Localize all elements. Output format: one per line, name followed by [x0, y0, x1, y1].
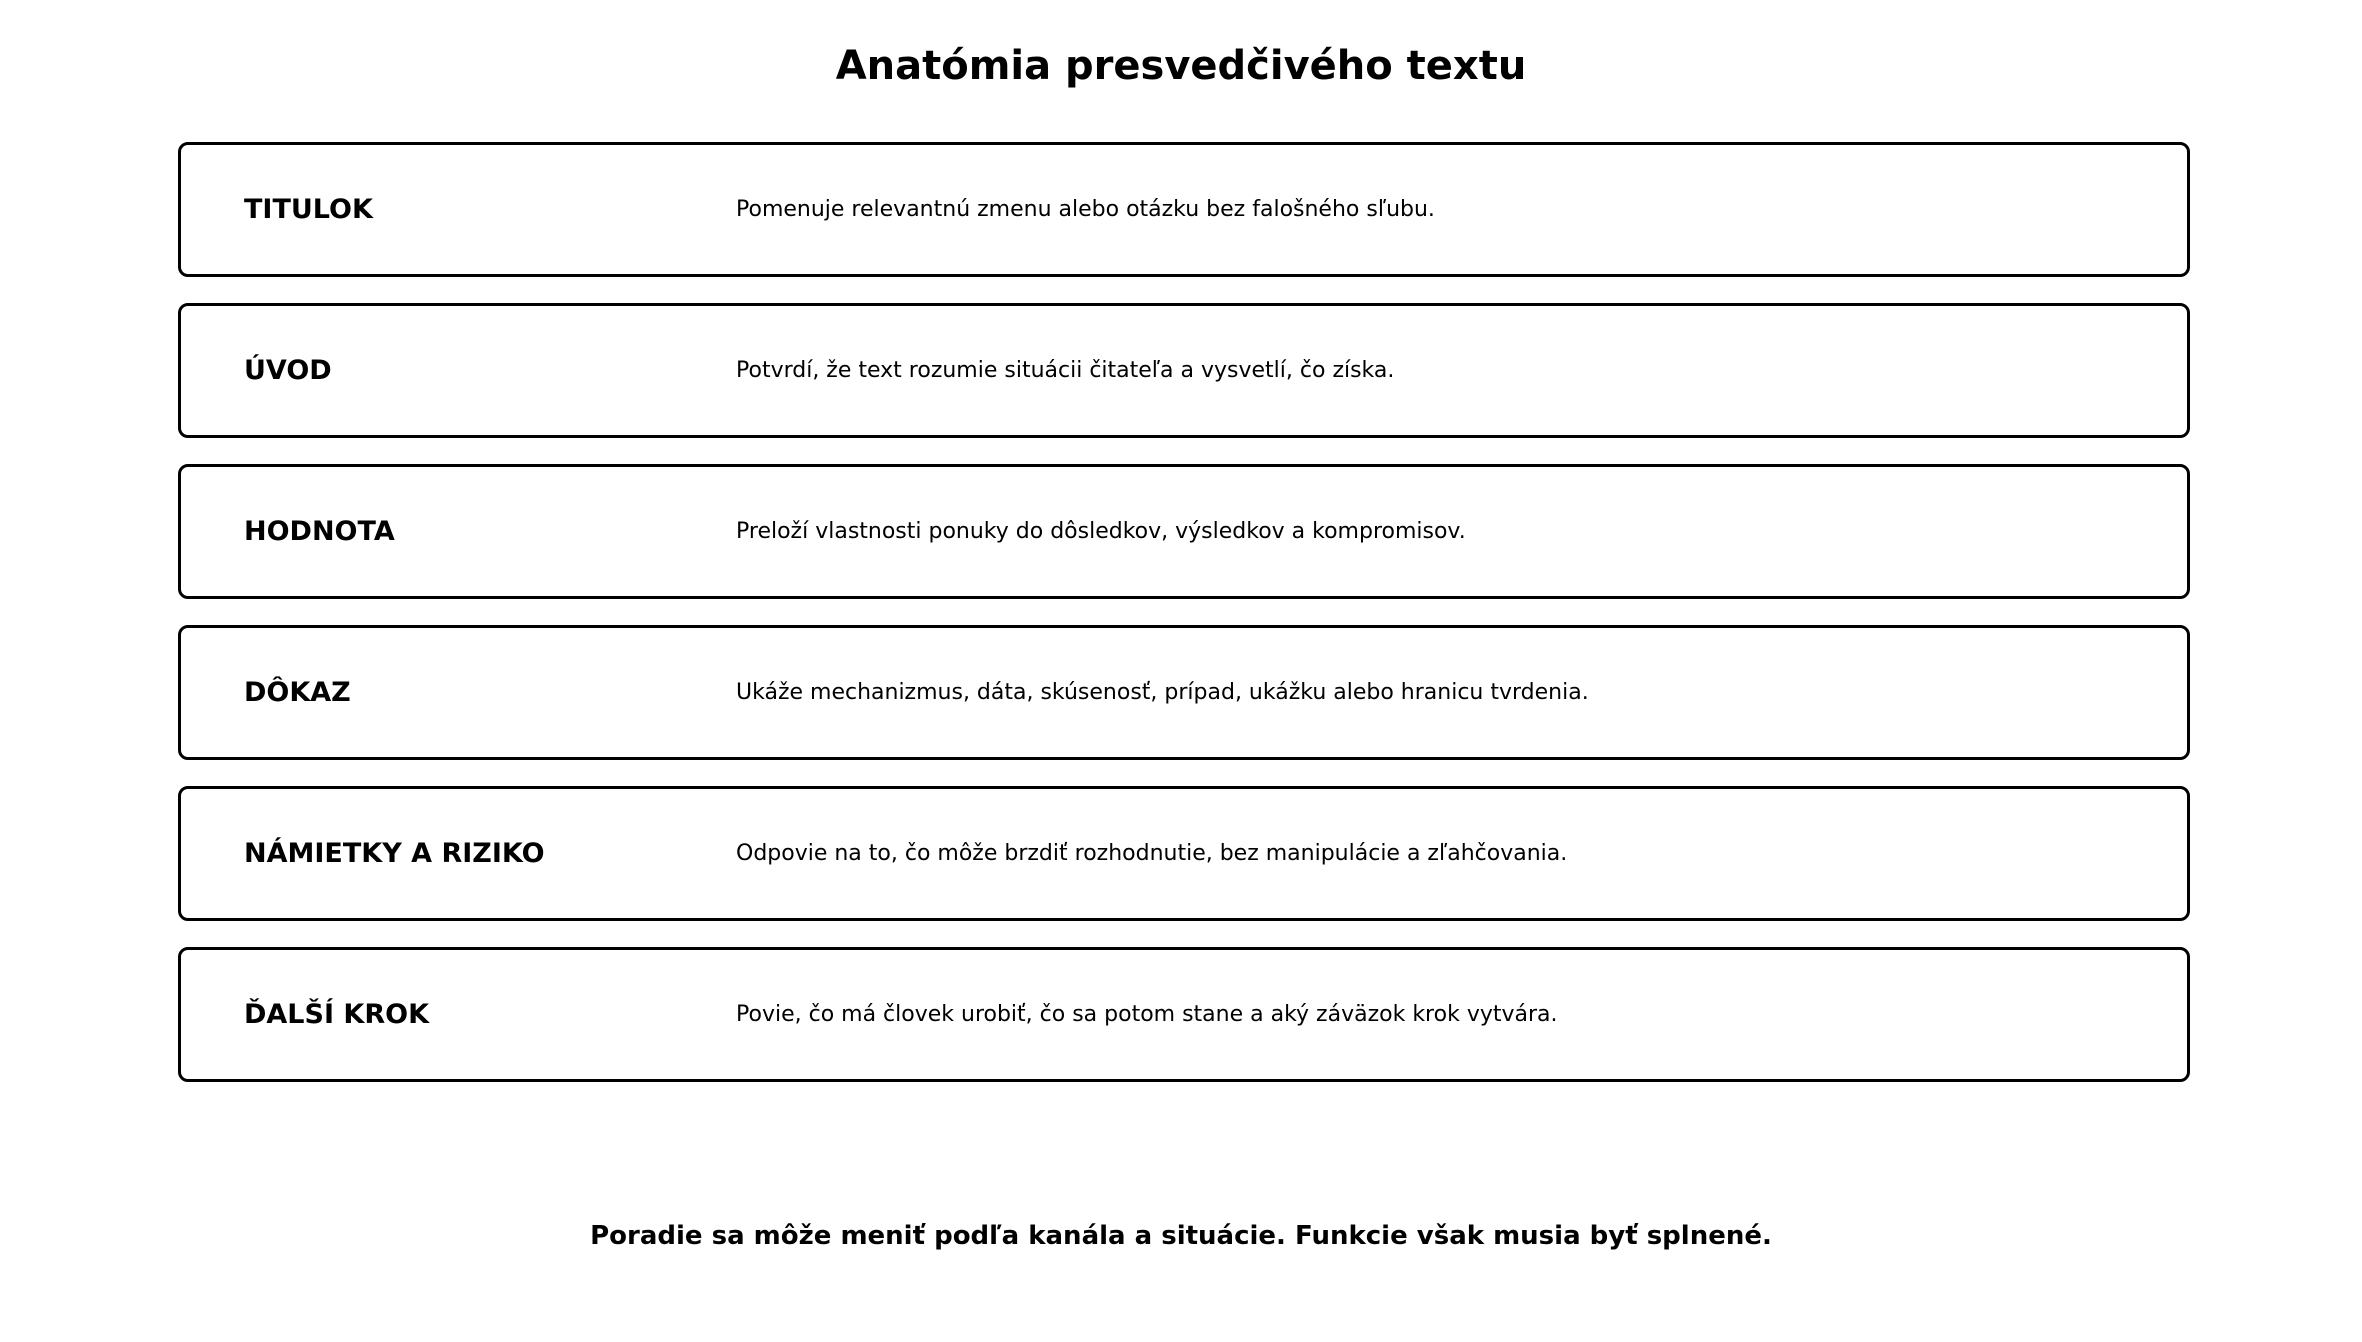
row-label: TITULOK	[244, 194, 373, 225]
row-description: Preloží vlastnosti ponuky do dôsledkov, výsledkov a kompromisov.	[736, 519, 1466, 544]
row-label: NÁMIETKY A RIZIKO	[244, 838, 545, 869]
anatomy-list	[178, 142, 2190, 1108]
row-description: Ukáže mechanizmus, dáta, skúsenosť, prípad, ukážku alebo hranicu tvrdenia.	[736, 680, 1589, 705]
row-description: Odpovie na to, čo môže brzdiť rozhodnutie, bez manipulácie a zľahčovania.	[736, 841, 1568, 866]
row-namietky-a-riziko	[178, 786, 2190, 921]
row-description: Pomenuje relevantnú zmenu alebo otázku bez falošného sľubu.	[736, 197, 1435, 222]
row-label: HODNOTA	[244, 516, 395, 547]
row-label: ÚVOD	[244, 355, 332, 386]
row-description: Povie, čo má človek urobiť, čo sa potom stane a aký záväzok krok vytvára.	[736, 1002, 1558, 1027]
row-dalsi-krok	[178, 947, 2190, 1082]
row-description: Potvrdí, že text rozumie situácii čitateľa a vysvetlí, čo získa.	[736, 358, 1395, 383]
row-uvod	[178, 303, 2190, 438]
row-dokaz	[178, 625, 2190, 760]
row-titulok	[178, 142, 2190, 277]
footnote: Poradie sa môže meniť podľa kanála a situácie. Funkcie však musia byť splnené.	[590, 1221, 1772, 1251]
row-label: DÔKAZ	[244, 677, 351, 708]
diagram-title: Anatómia presvedčivého textu	[835, 43, 1527, 89]
row-hodnota	[178, 464, 2190, 599]
row-label: ĎALŠÍ KROK	[244, 999, 429, 1030]
